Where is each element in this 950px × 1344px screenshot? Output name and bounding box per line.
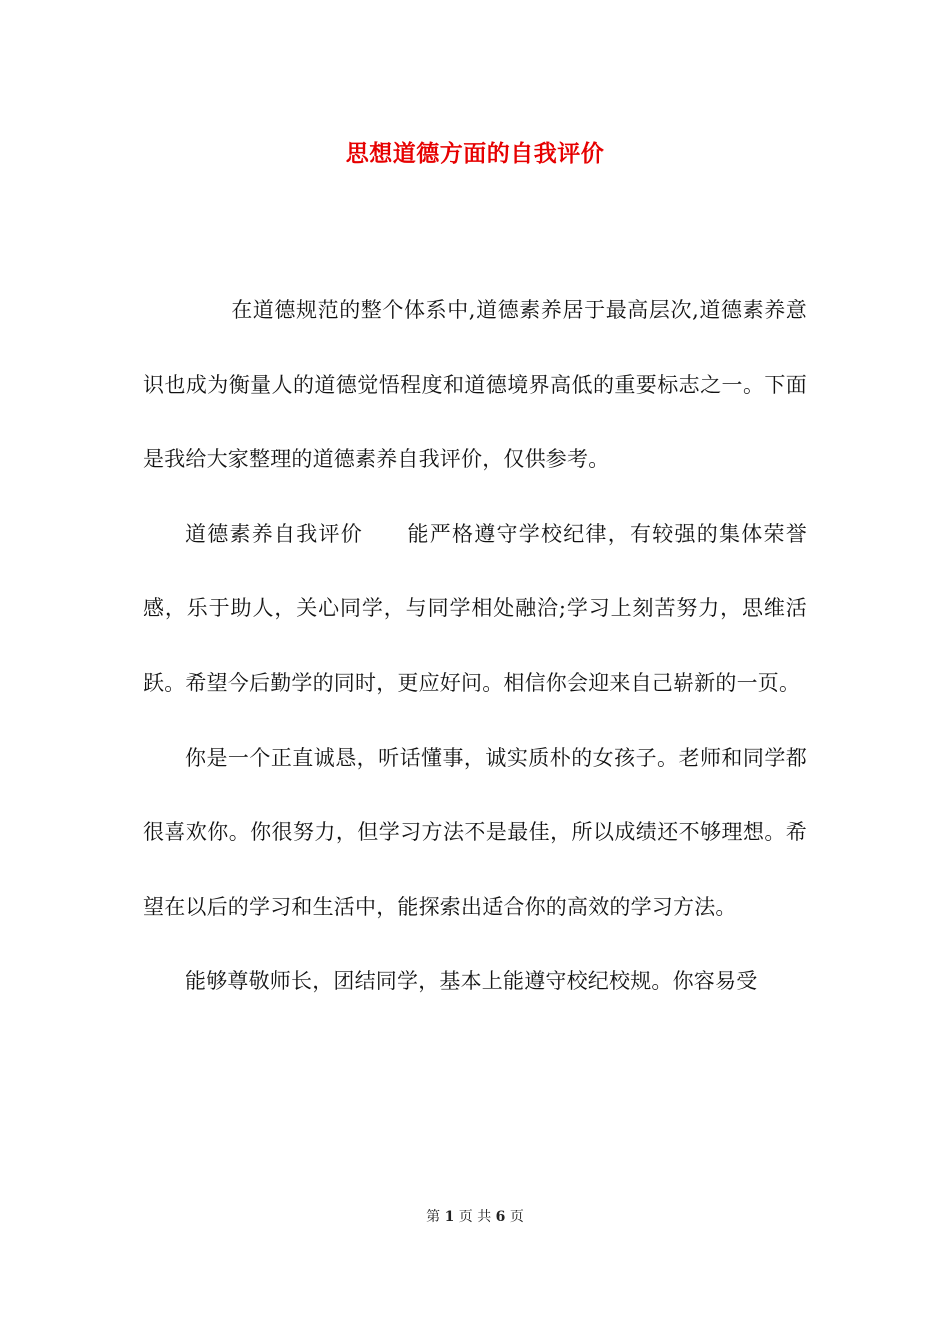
document-title: 思想道德方面的自我评价 [345,140,605,167]
paragraph-evaluation-2: 你是一个正直诚恳，听话懂事，诚实质朴的女孩子。老师和同学都很喜欢你。你很努力，但学习方法不是最佳，所以成绩还不够理想。希望在以后的学习和生活中，能探索出适合你的高效的学习方法。 [143,745,807,919]
page-number-footer [0,1207,950,1227]
footer-current-page: 1 [444,1209,455,1225]
paragraph-evaluation-3: 能够尊敬师长，团结同学，基本上能遵守校纪校规。你容易受 [185,969,758,994]
footer-middle: 页 共 [458,1209,492,1225]
footer-prefix: 第 [426,1209,441,1225]
document-body [143,273,807,1019]
footer-total-pages: 6 [495,1209,506,1225]
paragraph-evaluation-1: 道德素养自我评价 能严格遵守学校纪律，有较强的集体荣誉感，乐于助人，关心同学，与同学相处融洽;学习上刻苦努力，思维活跃。希望今后勤学的同时，更应好问。相信你会迎来自己崭新的一页。 [143,521,807,695]
footer-suffix: 页 [509,1209,524,1225]
paragraph-intro: 在道德规范的整个体系中,道德素养居于最高层次,道德素养意识也成为衡量人的道德觉悟程度和道德境界高低的重要标志之一。下面是我给大家整理的道德素养自我评价，仅供参考。 [143,298,807,472]
